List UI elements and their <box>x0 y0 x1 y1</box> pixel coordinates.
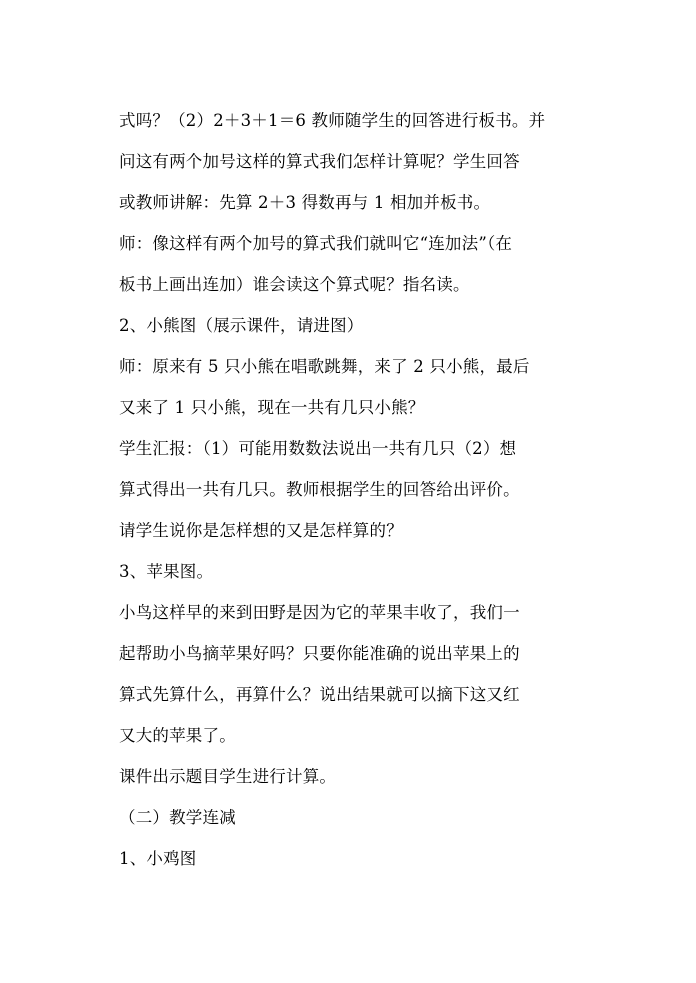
text-line: 算式得出一共有几只。教师根据学生的回答给出评价。 <box>119 480 520 499</box>
section-heading: 1、小鸡图 <box>119 849 197 868</box>
text-line: 学生汇报：（1）可能用数数法说出一共有几只（2）想 <box>119 439 517 458</box>
text-line: 请学生说你是怎样想的又是怎样算的？ <box>119 521 403 540</box>
text-line: 或教师讲解：先算 2＋3 得数再与 1 相加并板书。 <box>119 193 491 212</box>
text-line: 师：像这样有两个加号的算式我们就叫它“连加法”（在 <box>119 234 513 253</box>
section-heading: 2、小熊图（展示课件，请进图） <box>119 316 364 335</box>
text-line: 起帮助小鸟摘苹果好吗？只要你能准确的说出苹果上的 <box>119 644 520 663</box>
section-heading: 3、苹果图。 <box>119 562 214 581</box>
text-line: 师：原来有 5 只小熊在唱歌跳舞，来了 2 只小熊，最后 <box>119 357 530 376</box>
text-line: 又大的苹果了。 <box>119 726 236 745</box>
section-heading: （二）教学连减 <box>119 808 236 827</box>
text-line: 课件出示题目学生进行计算。 <box>119 767 337 786</box>
text-line: 又来了 1 只小熊，现在一共有几只小熊？ <box>119 398 425 417</box>
text-line: 算式先算什么，再算什么？说出结果就可以摘下这又红 <box>119 685 520 704</box>
document-body <box>119 100 589 879</box>
text-line: 板书上画出连加）谁会读这个算式呢？指名读。 <box>119 275 470 294</box>
text-line: 式吗？（2）2＋3＋1＝6 教师随学生的回答进行板书。并 <box>119 111 546 130</box>
text-line: 问这有两个加号这样的算式我们怎样计算呢？学生回答 <box>119 152 520 171</box>
text-line: 小鸟这样早的来到田野是因为它的苹果丰收了，我们一 <box>119 603 520 622</box>
